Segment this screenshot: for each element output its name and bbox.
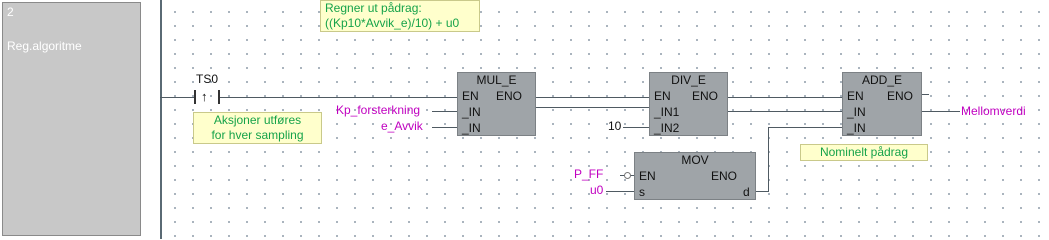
div-block-name: DIV_E bbox=[671, 73, 706, 87]
left-power-rail bbox=[160, 0, 162, 239]
wire-add-to-output bbox=[922, 111, 960, 112]
formula-comment[interactable] bbox=[320, 0, 480, 32]
div-en-pin: EN bbox=[654, 89, 671, 103]
add-e-block[interactable] bbox=[842, 72, 922, 136]
operand-kp-forsterkning[interactable]: Kp_forsterkning bbox=[336, 103, 421, 117]
div-in1-pin: _IN1 bbox=[654, 105, 680, 119]
wire-ten-to-div bbox=[623, 127, 649, 128]
wire-mov-to-add-in2 bbox=[768, 127, 842, 128]
rising-edge-icon: ↑ bbox=[201, 89, 208, 104]
mov-block-name: MOV bbox=[681, 153, 709, 167]
gutter bbox=[144, 0, 160, 239]
rung-header-panel bbox=[0, 0, 144, 239]
operand-constant-10[interactable]: 10 bbox=[608, 119, 622, 133]
div-e-block[interactable] bbox=[649, 72, 728, 136]
contact-comment-line1: Aksjoner utføres bbox=[213, 113, 302, 127]
mul-block-name: MUL_E bbox=[476, 73, 517, 87]
operand-u0[interactable]: u0 bbox=[590, 183, 604, 197]
mul-eno-pin: ENO bbox=[496, 89, 523, 103]
operand-p-ff[interactable]: P_FF bbox=[574, 167, 604, 181]
rung-header[interactable] bbox=[2, 2, 141, 236]
mul-in2-pin: _IN bbox=[462, 121, 481, 135]
contact-ts0[interactable] bbox=[193, 89, 221, 107]
wire-div-to-add-en bbox=[728, 97, 842, 98]
add-in2-pin: _IN bbox=[847, 121, 866, 135]
wire-mul-to-div-in1 bbox=[536, 107, 649, 108]
mov-eno-pin: ENO bbox=[711, 169, 738, 183]
wire-mov-out bbox=[756, 191, 768, 192]
rung-name: Reg.algoritme bbox=[7, 39, 82, 53]
nominal-comment[interactable]: Nominelt pådrag bbox=[800, 144, 928, 161]
wire-mov-up bbox=[768, 127, 769, 192]
mov-en-pin: EN bbox=[639, 169, 656, 183]
div-in2-pin: _IN2 bbox=[654, 121, 680, 135]
add-en-pin: EN bbox=[847, 89, 864, 103]
formula-comment-line1: Regner ut pådrag: bbox=[325, 1, 422, 15]
mov-block[interactable] bbox=[634, 152, 756, 200]
wire-rail-to-contact bbox=[160, 97, 194, 98]
wire-u0-to-mov bbox=[606, 191, 634, 192]
mul-en-pin: EN bbox=[462, 89, 479, 103]
mov-d-pin: d bbox=[743, 185, 750, 199]
add-block-name: ADD_E bbox=[861, 73, 902, 87]
contact-comment[interactable] bbox=[193, 112, 322, 144]
formula-comment-line2: ((Kp10*Avvik_e)/10) + u0 bbox=[325, 16, 460, 30]
mul-e-block[interactable] bbox=[457, 72, 536, 136]
wire-add-eno-stub bbox=[922, 94, 929, 95]
mov-s-pin: s bbox=[639, 185, 645, 199]
contact-comment-line2: for hver sampling bbox=[211, 128, 304, 142]
wire-contact-to-mul bbox=[220, 97, 457, 98]
negation-circle-icon bbox=[624, 172, 631, 179]
contact-label: TS0 bbox=[196, 72, 219, 86]
div-eno-pin: ENO bbox=[692, 89, 719, 103]
add-in1-pin: _IN bbox=[847, 105, 866, 119]
contact-right-bar bbox=[218, 90, 220, 104]
wire-kp-to-mul bbox=[432, 111, 457, 112]
add-eno-pin: ENO bbox=[887, 89, 914, 103]
operand-e-avvik[interactable]: e_Avvik bbox=[381, 119, 423, 133]
wire-avvik-to-mul bbox=[432, 127, 457, 128]
rung-number: 2 bbox=[7, 5, 14, 19]
operand-mellomverdi[interactable]: Mellomverdi bbox=[961, 104, 1026, 118]
wire-mul-to-div-en bbox=[536, 97, 649, 98]
wire-div-to-add-in1 bbox=[728, 111, 842, 112]
contact-left-bar bbox=[194, 90, 196, 104]
mul-in1-pin: _IN bbox=[462, 105, 481, 119]
